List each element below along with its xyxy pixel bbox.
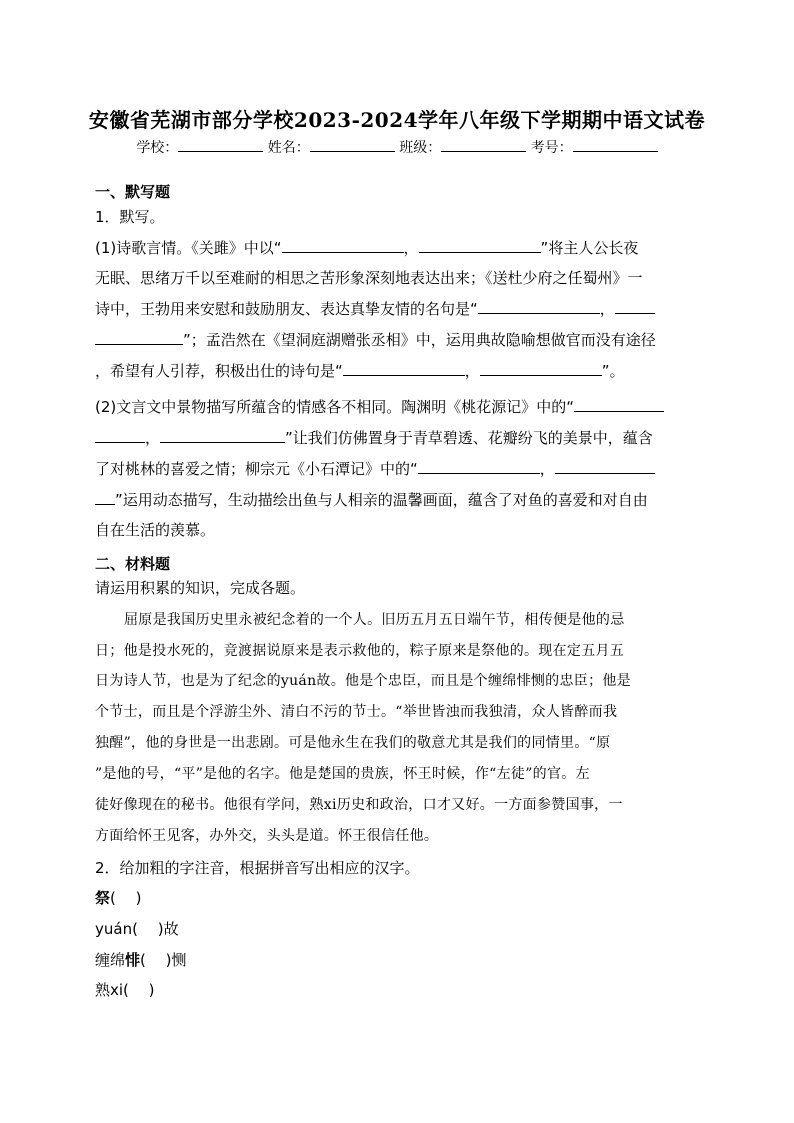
passage-line: ”是他的号，“平”是他的名字。他是楚国的贵族，怀王时候，作“左徒”的官。左 [95, 766, 590, 782]
question-2-item[interactable] [95, 949, 187, 970]
bold-char: 祭 [95, 889, 111, 907]
q1-p2-line-5: 自在生活的羡慕。 [95, 521, 216, 539]
question-1-title: 1．默写。 [95, 208, 165, 226]
item-blank: ( ) [110, 889, 142, 907]
answer-blank[interactable] [282, 237, 404, 253]
answer-blank[interactable] [555, 458, 655, 474]
text-span: ”让我们仿佛置身于青草碧透、花瓣纷飞的美景中，蕴含 [285, 429, 653, 447]
q1-p2-line-4 [95, 489, 695, 510]
student-info-line [0, 137, 794, 157]
text-span: ”将主人公长夜 [540, 239, 639, 257]
section-heading-2: 二、材料题 [95, 555, 171, 573]
q1-p2-line-2 [95, 427, 695, 448]
question-2-item[interactable] [95, 918, 179, 939]
name-field[interactable] [310, 137, 395, 152]
answer-blank[interactable] [95, 427, 145, 443]
answer-blank[interactable] [419, 237, 541, 253]
id-field[interactable] [573, 137, 658, 152]
text-span: ， [464, 362, 480, 380]
question-2-title: 2．给加粗的字注音，根据拼音写出相应的汉字。 [95, 859, 420, 877]
answer-blank[interactable] [418, 458, 540, 474]
passage-line: 屈原是我国历史里永被纪念着的一个人。旧历五月五日端午节，相传便是他的忌 [124, 612, 625, 628]
answer-blank[interactable] [343, 360, 465, 376]
item-blank: 熟xi( ) [95, 981, 155, 999]
section-2-intro: 请运用积累的知识，完成各题。 [95, 579, 306, 597]
bold-char: 悱 [125, 951, 141, 969]
school-label: 学校： [136, 140, 179, 156]
item-text: 缠绵 [95, 951, 126, 969]
text-span: ， [539, 460, 555, 478]
item-text: 故 [163, 920, 179, 938]
answer-blank[interactable] [574, 396, 664, 412]
answer-blank[interactable] [95, 489, 115, 505]
text-span: ， [145, 429, 161, 447]
text-span: ”。 [601, 362, 625, 380]
q1-p2-line-3 [95, 458, 695, 479]
text-span: 了对桃林的喜爱之情；柳宗元《小石潭记》中的“ [95, 460, 418, 478]
text-span: ， [599, 300, 615, 318]
passage-line: 日为诗人节，也是为了纪念的yuán故。他是个忠臣，而且是个缠绵悱恻的忠臣；他是 [95, 673, 631, 689]
q1-p1-line-3 [95, 298, 695, 319]
answer-blank[interactable] [478, 298, 600, 314]
section-heading-1: 一、默写题 [95, 183, 171, 201]
answer-blank[interactable] [615, 298, 655, 314]
question-2-item[interactable] [95, 979, 155, 1000]
answer-blank[interactable] [160, 427, 285, 443]
class-label: 班级： [399, 140, 442, 156]
q1-p1-line-5 [95, 360, 695, 381]
item-blank: yuán( ) [95, 920, 164, 938]
passage-line: 徒好像现在的秘书。他很有学问，熟xi历史和政治，口才又好。一方面参赞国事，一 [95, 797, 623, 813]
answer-blank[interactable] [480, 360, 602, 376]
text-span: 诗中，王勃用来安慰和鼓励朋友、表达真挚友情的名句是“ [95, 300, 478, 318]
passage-line: 方面给怀王见客，办外交，头头是道。怀王很信任他。 [95, 828, 439, 844]
q1-p1-line-1 [95, 237, 695, 258]
text-span: (2)文言文中景物描写所蕴含的情感各不相同。陶渊明《桃花源记》中的“ [95, 398, 575, 416]
answer-blank[interactable] [95, 329, 183, 345]
q1-p1-line-2: 无眠、思绪万千以至难耐的相思之苦形象深刻地表达出来；《送杜少府之任蜀州》一 [95, 269, 643, 287]
passage-line: 日；他是投水死的，竞渡据说原来是表示救他的，粽子原来是祭他的。现在定五月五 [95, 643, 625, 659]
passage-line: 独醒”，他的身世是一出悲剧。可是他永生在我们的敬意尤其是我们的同情里。“原 [95, 735, 611, 751]
id-label: 考号： [530, 140, 573, 156]
question-2-item[interactable] [95, 887, 142, 908]
item-blank: ( )恻 [140, 951, 187, 969]
name-label: 姓名： [267, 140, 310, 156]
q1-p2-line-1 [95, 396, 695, 417]
text-span: ”运用动态描写，生动描绘出鱼与人相亲的温馨画面，蕴含了对鱼的喜爱和对自由 [115, 491, 648, 509]
class-field[interactable] [441, 137, 526, 152]
text-span: (1)诗歌言情。《关雎》中以“ [95, 239, 282, 257]
text-span: ， [403, 239, 419, 257]
q1-p1-line-4 [95, 329, 695, 350]
text-span: ，希望有人引荐，积极出仕的诗句是“ [95, 362, 343, 380]
page-title: 安徽省芜湖市部分学校2023-2024学年八年级下学期期中语文试卷 [88, 108, 706, 132]
school-field[interactable] [178, 137, 263, 152]
text-span: ”；孟浩然在《望洞庭湖赠张丞相》中，运用典故隐喻想做官而没有途径 [183, 331, 656, 349]
passage-line: 个节士，而且是个浮游尘外、清白不污的节士。“举世皆浊而我独清，众人皆醉而我 [95, 704, 618, 720]
